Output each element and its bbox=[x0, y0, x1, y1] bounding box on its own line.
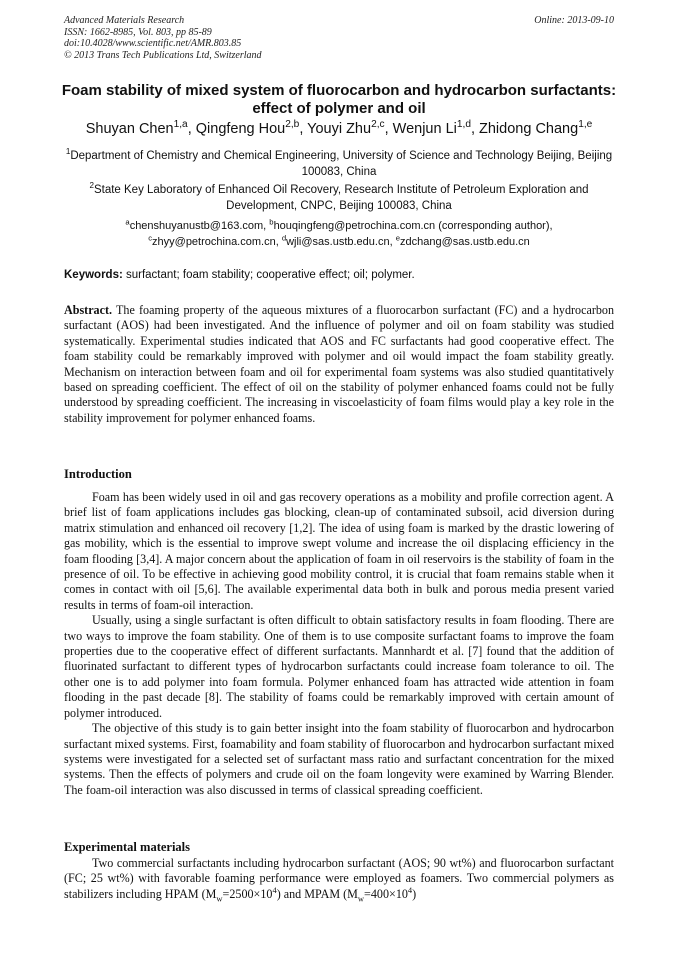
author-emails: $^a$chenshuyanustb@163.com, $^b$houqingfeng@petrochina.com.cn (corresponding author), $^c$zhyy@petrochina.com.cn, $^d$wjli@sas.ustb.edu.cn, $^e$zdchang@sas.ustb.edu.cn bbox=[125, 217, 553, 248]
journal-name: Advanced Materials Research bbox=[64, 15, 185, 26]
abstract-text: The foaming property of the aqueous mixtures of a fluorocarbon surfactant (FC) and a hydrocarbon surfactant (AOS) had been investigated. And the influence of polymer and oil on foam stability was studied systematically. Experimental studies indicated that AOS and FC surfactants had good cooperative effect. The foam stability could be remarkably improved with polymer and oil would impact the foam stability greatly. Mechanism on interaction between foam and oil for experimental foam systems was also studied quantitatively based on spreading coefficient. The effect of oil on the stability of polymer enhanced foams could not be fully understood by spreading coefficient. The increasing in viscoelasticity of foam films would play a key role in the stability improvement for polymer enhanced foams. bbox=[64, 303, 614, 425]
paragraph: Foam has been widely used in oil and gas recovery operations as a mobility and profile correction agent. A brief list of foam applications includes gas blocking, clean-up of contaminated subsoil, acid diversion during matrix stimulation and enhanced oil recovery [1,2]. The idea of using foam is marked by the drastic lowering of gas mobility, which is the essential to improve swept volume and increase the oil displacing efficiency in the foam flooding [3,4]. A major concern about the application of foam in oil reservoirs is the stability of foam in the presence of oil. To be effective in achieving good mobility control, it is crucial that foam remains stable when it comes in contact with oil [5,6]. The available experimental data both in bulk and porous media present varied results in terms of foam-oil interaction. bbox=[64, 490, 614, 612]
paragraph: Two commercial surfactants including hydrocarbon surfactant (AOS; 90 wt%) and fluorocarbon surfactant (FC; 25 wt%) with favorable foaming performance were employed as foamers. Two commercial polymers as stabilizers including HPAM $(M_w=2500\times 10^4)$ and MPAM $(M_w=400\times 10^4)$ bbox=[64, 856, 614, 904]
introduction-heading: Introduction bbox=[64, 467, 132, 481]
affiliation-1: $^1$Department of Chemistry and Chemical Engineering, University of Science and Technology Beijing, Beijing 100083, China bbox=[65, 147, 613, 178]
issn-line: ISSN: 1662-8985, Vol. 803, pp 85-89 bbox=[64, 26, 212, 38]
affiliation-2: $^2$State Key Laboratory of Enhanced Oil Recovery, Research Institute of Petroleum Exploration and Development, CNPC, Beijing 100083, China bbox=[89, 181, 589, 212]
author-list: Shuyan Chen$^{1,a}$, Qingfeng Hou$^{2,b}$, Youyi Zhu$^{2,c}$, Wenjun Li$^{1,d}$, Zhidong Chang$^{1,e}$ bbox=[85, 119, 593, 137]
abstract-label: Abstract. bbox=[64, 303, 113, 317]
abstract bbox=[64, 303, 614, 426]
author: Shuyan Chen$^{1,a}$ bbox=[85, 119, 188, 137]
journal-header bbox=[64, 15, 262, 61]
author: Youyi Zhu$^{2,c}$ bbox=[307, 119, 385, 137]
keywords-text: surfactant; foam stability; cooperative effect; oil; polymer. bbox=[122, 269, 415, 281]
copyright-line: © 2013 Trans Tech Publications Ltd, Switzerland bbox=[64, 49, 262, 61]
keywords-label: Keywords: bbox=[64, 269, 123, 281]
keywords bbox=[64, 269, 614, 281]
introduction-body bbox=[64, 490, 614, 798]
paragraph: Usually, using a single surfactant is often difficult to obtain satisfactory results in foam flooding. There are two ways to improve the foam stability. One of them is to use composite surfactant foams to improve the foam properties due to the cooperative effect of different surfactants. Mannhardt et al. [7] found that the addition of fluorinated surfactant to different types of hydrocarbon surfactants could increase foam tolerance to oil. The other one is to add polymer into foam formula. Polymer enhanced foam has attracted wide attention in foam flooding in the past decade [8]. The stability of foams could be remarkably improved with certain amount of polymer introduced. bbox=[64, 613, 614, 720]
doi-line: doi:10.4028/www.scientific.net/AMR.803.85 bbox=[64, 38, 242, 49]
experimental-heading: Experimental materials bbox=[64, 840, 191, 854]
paragraph: The objective of this study is to gain better insight into the foam stability of fluorocarbon and hydrocarbon surfactant mixed systems. First, foamability and foam stability of fluorocarbon and hydrocarbon surfactant mixed systems were investigated for a selected set of surfactant mass ratio and surfactant concentration for the mixed systems. Then the effects of polymers and crude oil on the foam longevity were examined by Warring Blender. The foam-oil interaction was also discussed in terms of classical spreading coefficient. bbox=[64, 721, 614, 797]
online-date: Online: 2013-09-10 bbox=[534, 15, 614, 26]
experimental-body bbox=[64, 856, 614, 902]
author: Zhidong Chang$^{1,e}$ bbox=[479, 119, 593, 137]
paper-title: Foam stability of mixed system of fluorocarbon and hydrocarbon surfactants: effect of polymer and oil bbox=[61, 82, 617, 117]
author: Qingfeng Hou$^{2,b}$ bbox=[195, 119, 300, 137]
author: Wenjun Li$^{1,d}$ bbox=[392, 119, 471, 137]
